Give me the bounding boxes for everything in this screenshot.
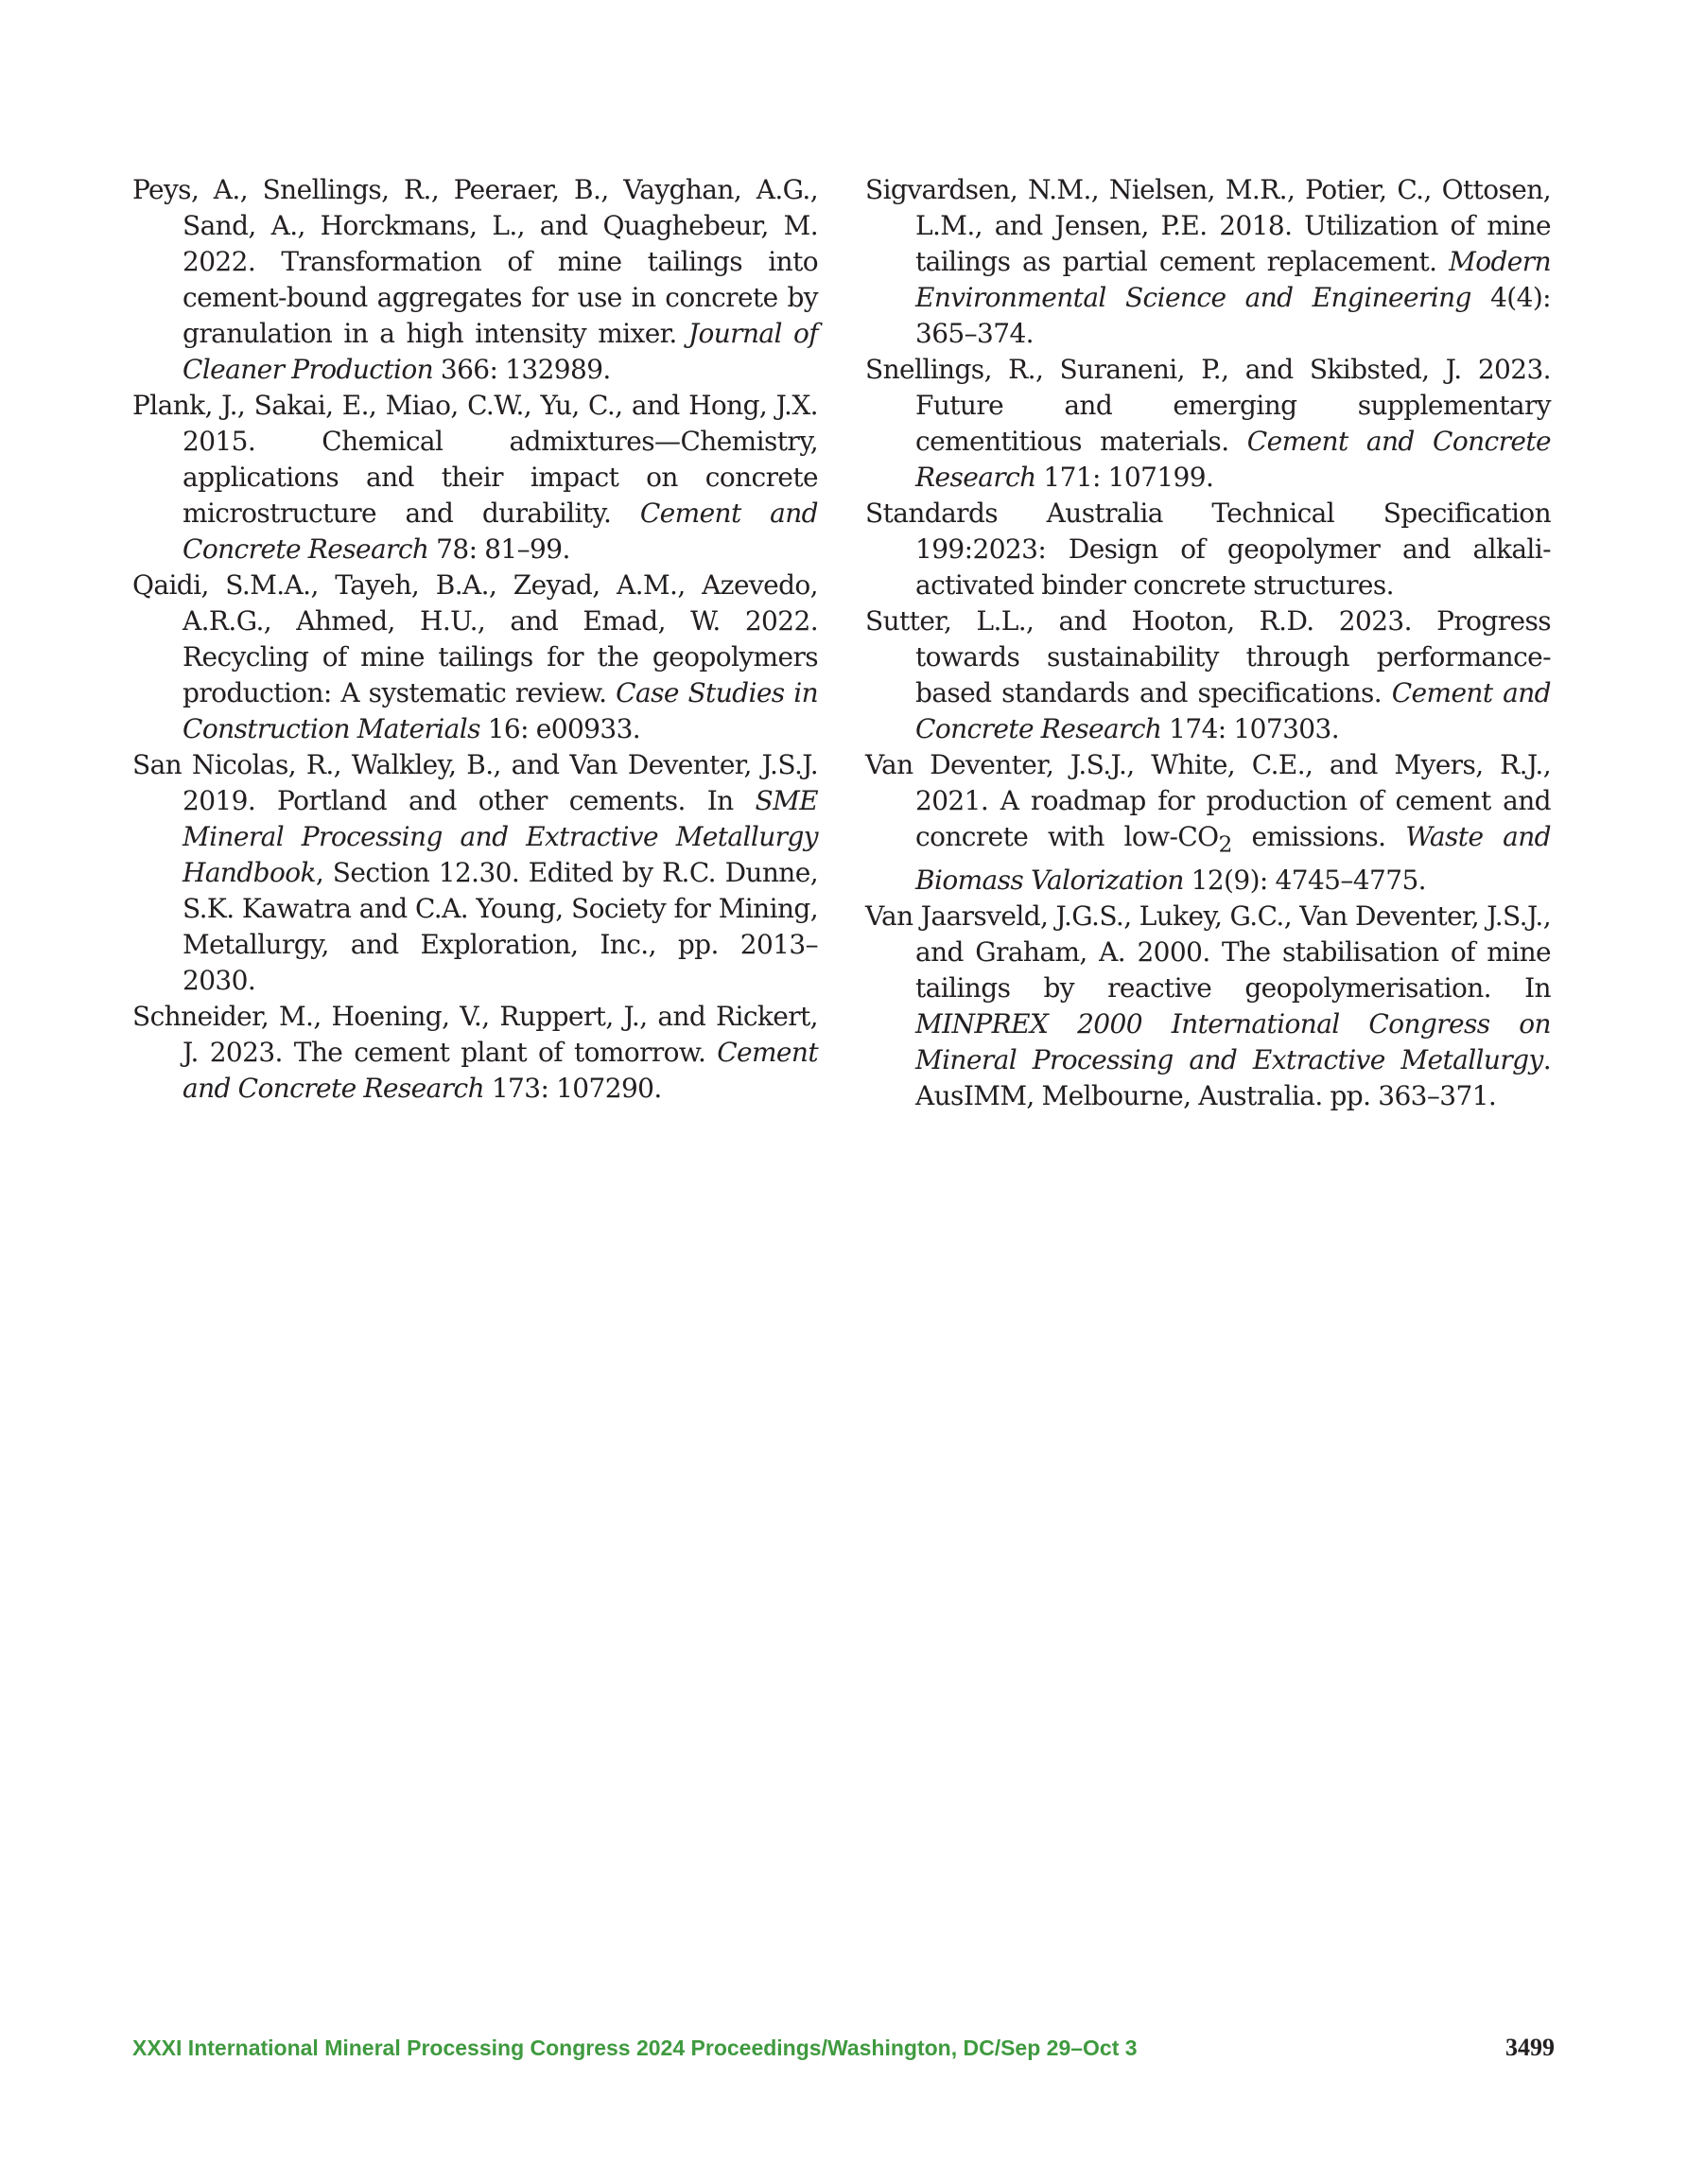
reference-details: 171: 107199. — [1035, 462, 1214, 493]
reference-source: Cement and Concrete Research — [183, 498, 819, 565]
reference-details: 366: 132989. — [433, 354, 611, 385]
reference-text: Van Jaarsveld, J.G.S., Lukey, G.C., Van Deventer, J.S.J., and Graham, A. 2000. The stabilisation of mine tailings by reactive geopolymerisation. In — [865, 900, 1551, 1004]
reference-details: 12(9): 4745–4775. — [1183, 864, 1426, 896]
reference-entry — [132, 388, 818, 568]
reference-text: Snellings, R., Suraneni, P., and Skibsted, J. 2023. Future and emerging supplementary cementitious materials. — [865, 354, 1551, 457]
references-right-column — [865, 172, 1551, 1114]
reference-details: 16: e00933. — [479, 713, 641, 744]
reference-text: emissions. — [1231, 821, 1406, 852]
reference-entry — [865, 899, 1551, 1114]
reference-source: Waste and Biomass Valorization — [915, 821, 1552, 896]
reference-text: Standards Australia Technical Specification 199:2023: Design of geopolymer and alkali-activated binder concrete structures. — [865, 498, 1551, 601]
reference-entry — [132, 172, 818, 388]
reference-details: 173: 107290. — [484, 1073, 662, 1104]
reference-source: Cement and Concrete Research — [915, 426, 1551, 493]
reference-entry — [865, 603, 1551, 747]
reference-details: 174: 107303. — [1161, 713, 1340, 744]
reference-entry — [865, 172, 1551, 352]
reference-source: SME Mineral Processing and Extractive Metallurgy Handbook — [183, 785, 818, 888]
references-left-column — [132, 172, 818, 1107]
reference-source: Journal of Cleaner Production — [183, 318, 818, 385]
reference-entry — [865, 352, 1551, 496]
reference-source: Cement and Concrete Research — [183, 1037, 818, 1104]
reference-source: Cement and Concrete Research — [915, 677, 1551, 744]
reference-text: Schneider, M., Hoening, V., Ruppert, J., and Rickert, J. 2023. The cement plant of tomorrow. — [132, 1001, 818, 1068]
reference-text: Sutter, L.L., and Hooton, R.D. 2023. Progress towards sustainability through performance-based standards and specifications. — [865, 605, 1551, 708]
reference-entry — [865, 496, 1551, 603]
reference-text: Van Deventer, J.S.J., White, C.E., and Myers, R.J., 2021. A roadmap for production of cement and concrete with low-CO — [865, 749, 1551, 852]
subscript: 2 — [1218, 830, 1232, 858]
reference-entry — [132, 568, 818, 747]
reference-source: Modern Environmental Science and Engineering — [915, 246, 1551, 313]
reference-entry — [865, 747, 1551, 899]
reference-entry — [132, 747, 818, 999]
footer-proceedings-title: XXXI International Mineral Processing Congress 2024 Proceedings/Washington, DC/Sep 29–Oct 3 — [132, 2035, 1138, 2060]
reference-source: MINPREX 2000 International Congress on Mineral Processing and Extractive Metallurgy — [915, 1007, 1551, 1075]
reference-details: . AusIMM, Melbourne, Australia. pp. 363–371. — [915, 1043, 1551, 1111]
reference-text: Peys, A., Snellings, R., Peeraer, B., Vayghan, A.G., Sand, A., Horckmans, L., and Quaghebeur, M. 2022. Transformation of mine tailings into cement-bound aggregates for use in concrete by granulation in a high intensity mixer. — [132, 174, 818, 349]
reference-text: Qaidi, S.M.A., Tayeh, B.A., Zeyad, A.M., Azevedo, A.R.G., Ahmed, H.U., and Emad, W. 2022. Recycling of mine tailings for the geopolymers production: A systematic review. — [132, 569, 818, 708]
reference-details: 4(4): 365–374. — [915, 282, 1551, 349]
reference-details: 78: 81–99. — [428, 533, 570, 565]
reference-text: Sigvardsen, N.M., Nielsen, M.R., Potier, C., Ottosen, L.M., and Jensen, P.E. 2018. Utilization of mine tailings as partial cement replacement. — [865, 174, 1551, 277]
reference-entry — [132, 999, 818, 1107]
reference-details: , Section 12.30. Edited by R.C. Dunne, S.K. Kawatra and C.A. Young, Society for Mining, Metallurgy, and Exploration, Inc., pp. 2013–2030. — [183, 857, 818, 996]
page-number: 3499 — [1505, 2034, 1555, 2061]
reference-text: Plank, J., Sakai, E., Miao, C.W., Yu, C., and Hong, J.X. 2015. Chemical admixtures—Chemistry, applications and their impact on concrete microstructure and durability. — [132, 390, 818, 529]
reference-text: San Nicolas, R., Walkley, B., and Van Deventer, J.S.J. 2019. Portland and other cements. In — [132, 749, 818, 816]
reference-source: Case Studies in Construction Materials — [183, 677, 819, 744]
